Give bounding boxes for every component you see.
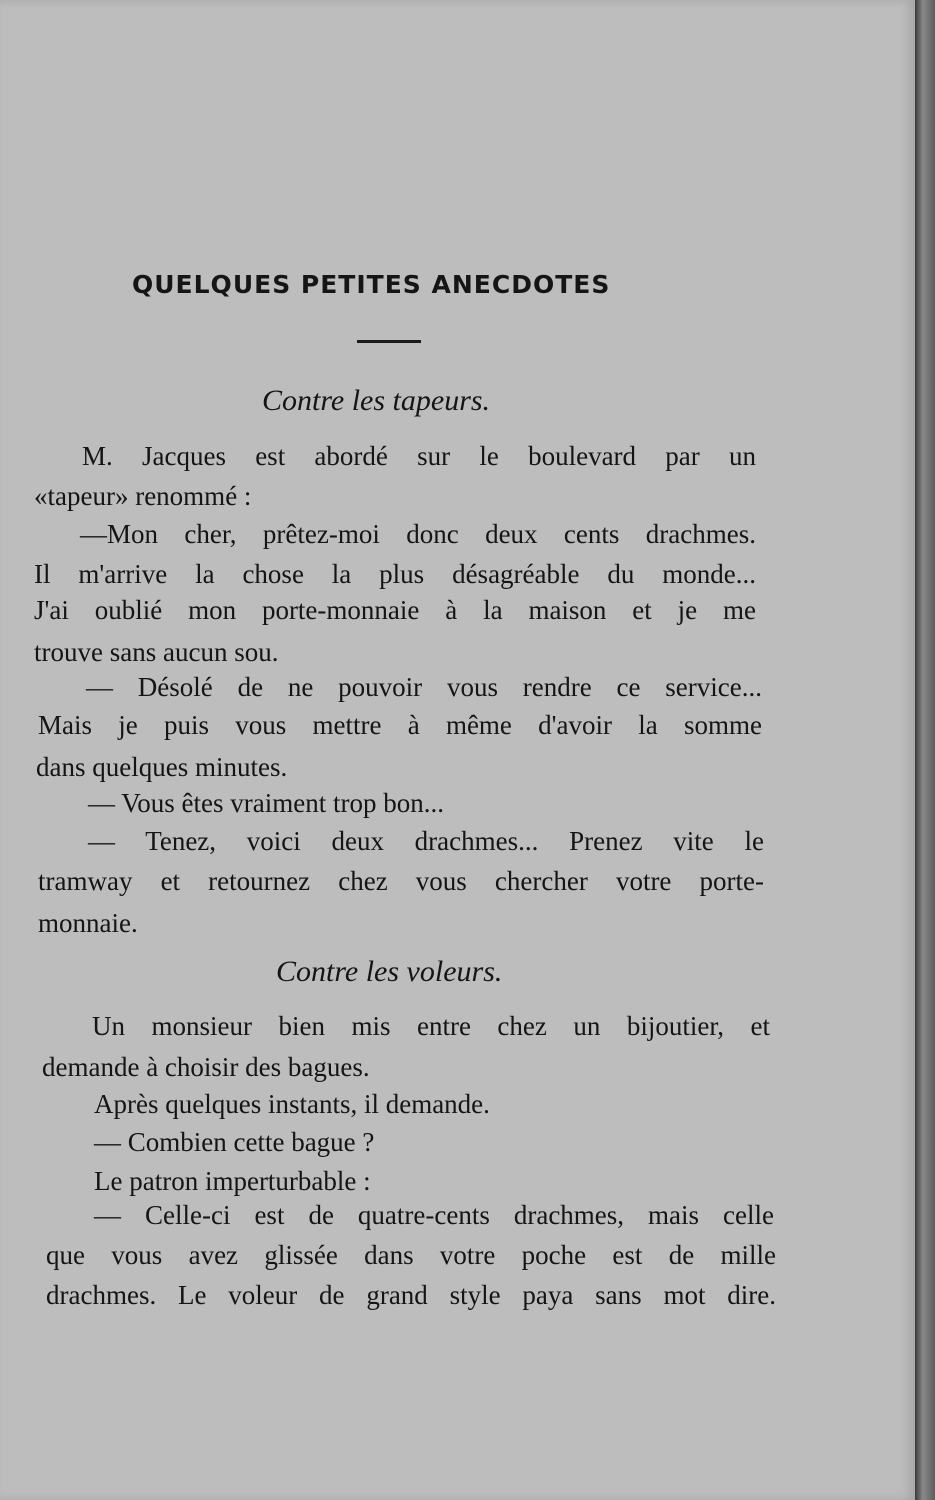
paragraph-line: Un monsieur bien mis entre chez un bijoutier, et <box>92 1011 770 1041</box>
paragraph-line: Le patron imperturbable : <box>94 1166 371 1196</box>
paragraph-line: Il m'arrive la chose la plus désagréable du monde... <box>34 559 756 589</box>
paragraph-line: M. Jacques est abordé sur le boulevard par un <box>82 441 756 471</box>
section-heading-tapeurs: Contre les tapeurs. <box>262 384 491 417</box>
paragraph-line: J'ai oublié mon porte-monnaie à la maison et je me <box>34 595 756 625</box>
paragraph-line: «tapeur» renommé : <box>34 481 252 511</box>
paragraph-line: drachmes. Le voleur de grand style paya sans mot dire. <box>46 1280 776 1310</box>
paragraph-line: — Combien cette bague ? <box>94 1127 375 1157</box>
paragraph-line: — Désolé de ne pouvoir vous rendre ce service... <box>86 672 762 702</box>
paragraph-line: dans quelques minutes. <box>36 752 288 782</box>
paragraph-line: tramway et retournez chez vous chercher votre porte- <box>38 866 764 896</box>
page-edge <box>915 0 935 1500</box>
paragraph-line: — Tenez, voici deux drachmes... Prenez vite le <box>88 826 764 856</box>
paragraph-line: Mais je puis vous mettre à même d'avoir la somme <box>38 710 762 740</box>
paragraph-line: monnaie. <box>38 908 138 938</box>
paragraph-line: — Vous êtes vraiment trop bon... <box>88 788 444 818</box>
section-heading-voleurs: Contre les voleurs. <box>276 955 503 988</box>
paragraph-line: demande à choisir des bagues. <box>42 1052 370 1082</box>
paragraph-line: trouve sans aucun sou. <box>34 637 279 667</box>
paragraph-line: —Mon cher, prêtez-moi donc deux cents drachmes. <box>80 519 756 549</box>
paragraph-line: que vous avez glissée dans votre poche est de mille <box>46 1240 776 1270</box>
paragraph-line: — Celle-ci est de quatre-cents drachmes, mais celle <box>94 1200 774 1230</box>
page-title: QUELQUES PETITES ANECDOTES <box>132 270 611 299</box>
title-divider <box>357 340 421 343</box>
paragraph-line: Après quelques instants, il demande. <box>94 1089 490 1119</box>
